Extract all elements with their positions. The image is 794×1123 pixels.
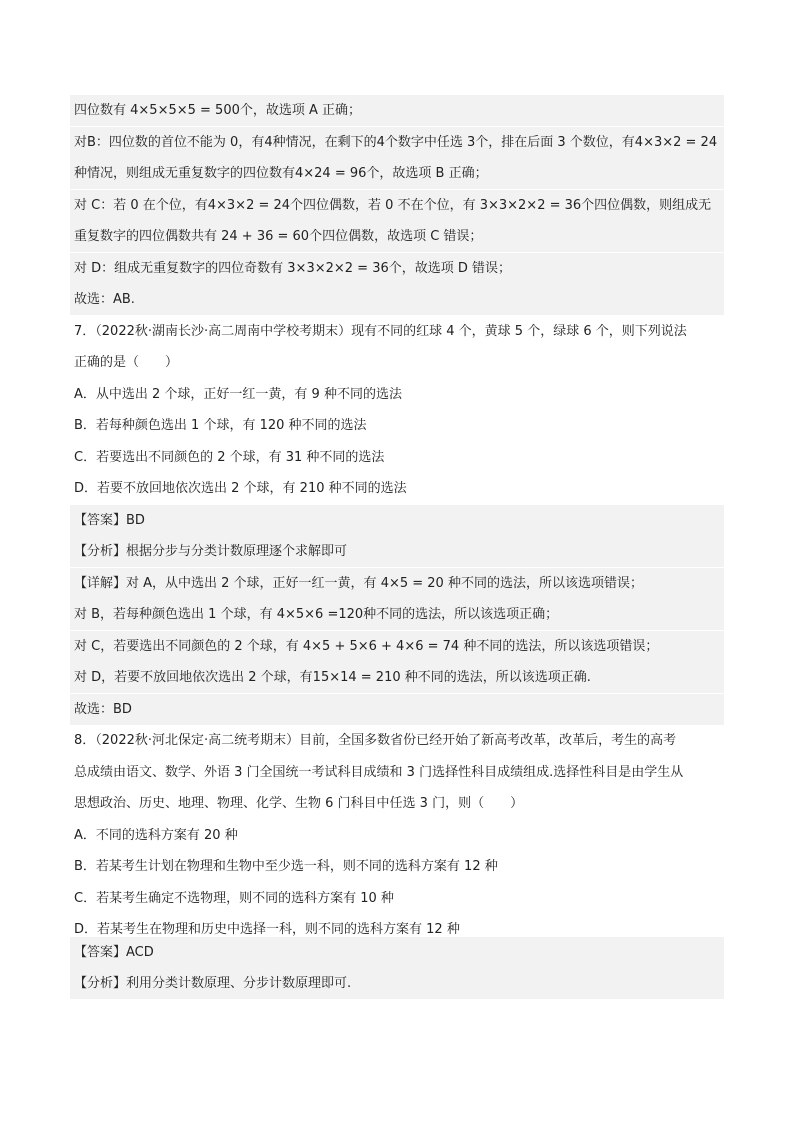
- question-7-option-c: C．若要选出不同颜色的 2 个球，有 31 种不同的选法: [74, 450, 385, 465]
- question-8-stem: 8．（2022秋·河北保定·高二统考期末）目前，全国多数省份已经开始了新高考改革，改革后，考生的高考: [74, 733, 677, 748]
- question-7-option-a: A．从中选出 2 个球，正好一红一黄，有 9 种不同的选法: [74, 387, 402, 402]
- question-8-stem-cont-1: 总成绩由语文、数学、外语 3 门全国统一考试科目成绩和 3 门选择性科目成绩组成.选择性科目是由学生从: [74, 765, 684, 780]
- question-7-option-b: B．若每种颜色选出 1 个球，有 120 种不同的选法: [74, 418, 367, 433]
- question-7-conclusion: 故选：BD: [70, 694, 724, 725]
- question-8-answer: 【答案】ACD: [70, 937, 724, 968]
- question-7-stem-cont: 正确的是（ ）: [74, 355, 179, 370]
- question-7-stem: 7．（2022秋·湖南长沙·高二周南中学校考期末）现有不同的红球 4 个，黄球 5 个，绿球 6 个，则下列说法: [74, 324, 687, 339]
- question-7-analysis: 【分析】根据分步与分类计数原理逐个求解即可: [70, 536, 724, 567]
- solution-line-2: 对B：四位数的首位不能为 0，有4种情况，在剩下的4个数字中任选 3个，排在后面 3 个数位，有4×3×2 = 24: [70, 127, 724, 158]
- solution-line-1: 四位数有 4×5×5×5 = 500个，故选项 A 正确；: [70, 95, 724, 126]
- question-8-option-a: A．不同的选科方案有 20 种: [74, 828, 238, 843]
- solution-line-6: 对 D：组成无重复数字的四位奇数有 3×3×2×2 = 36个，故选项 D 错误；: [70, 253, 724, 284]
- question-8-option-b: B．若某考生计划在物理和生物中至少选一科，则不同的选科方案有 12 种: [74, 859, 498, 874]
- question-7-detail-c: 对 C，若要选出不同颜色的 2 个球，有 4×5 + 5×6 + 4×6 = 74 种不同的选法，所以该选项错误；: [70, 631, 724, 662]
- question-8-analysis: 【分析】利用分类计数原理、分步计数原理即可.: [70, 968, 724, 999]
- question-7-detail-b: 对 B，若每种颜色选出 1 个球，有 4×5×6 =120种不同的选法，所以该选项正确；: [70, 599, 724, 630]
- solution-line-4: 对 C：若 0 在个位，有4×3×2 = 24个四位偶数，若 0 不在个位，有 3×3×2×2 = 36个四位偶数，则组成无: [70, 190, 724, 221]
- solution-line-5: 重复数字的四位偶数共有 24 + 36 = 60个四位偶数，故选项 C 错误；: [70, 221, 724, 252]
- question-7-answer: 【答案】BD: [70, 505, 724, 536]
- question-8-option-c: C．若某考生确定不选物理，则不同的选科方案有 10 种: [74, 891, 394, 906]
- question-7-option-d: D．若要不放回地依次选出 2 个球，有 210 种不同的选法: [74, 481, 407, 496]
- question-7-detail-a: 【详解】对 A，从中选出 2 个球，正好一红一黄，有 4×5 = 20 种不同的选法，所以该选项错误；: [70, 568, 724, 599]
- question-8-option-d: D．若某考生在物理和历史中选择一科，则不同的选科方案有 12 种: [74, 922, 460, 937]
- question-7-detail-d: 对 D，若要不放回地依次选出 2 个球，有15×14 = 210 种不同的选法，所以该选项正确.: [70, 662, 724, 693]
- solution-conclusion: 故选：AB.: [70, 284, 724, 315]
- solution-line-3: 种情况，则组成无重复数字的四位数有4×24 = 96个，故选项 B 正确；: [70, 158, 724, 189]
- question-8-stem-cont-2: 思想政治、历史、地理、物理、化学、生物 6 门科目中任选 3 门，则（ ）: [74, 796, 524, 811]
